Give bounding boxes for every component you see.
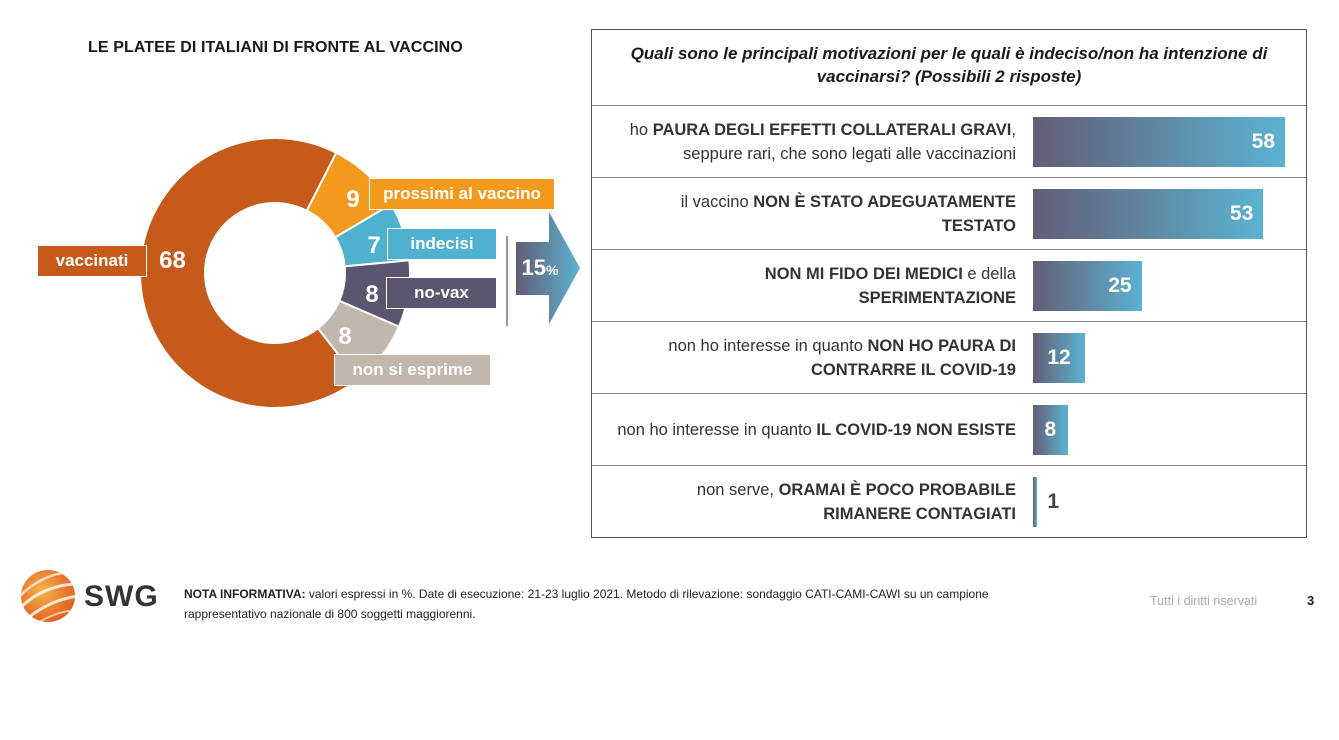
swg-logo-icon [14, 566, 80, 626]
motivation-label: il vaccino NON È STATO ADEGUATAMENTE TESTATO [680, 192, 1016, 235]
motivation-label: non ho interesse in quanto NON HO PAURA DI CONTRARRE IL COVID-19 [668, 336, 1016, 379]
label-nonsi: non si esprime [334, 354, 491, 386]
motivation-row [592, 177, 1306, 249]
motivations-title: Quali sono le principali motivazioni per le quali è indeciso/non ha intenzione di vaccinarsi? (Possibili 2 risposte) [630, 44, 1268, 86]
donut-title: LE PLATEE DI ITALIANI DI FRONTE AL VACCINO [88, 39, 463, 56]
value-prossimi: 9 [346, 186, 360, 213]
label-novax: no-vax [386, 277, 497, 309]
label-vaccinati: vaccinati [37, 245, 147, 277]
motivation-bar: 58 [1033, 117, 1285, 167]
donut-chart [0, 0, 600, 420]
label-prossimi: prossimi al vaccino [369, 178, 555, 210]
motivation-row [592, 249, 1306, 321]
motivation-label: ho PAURA DEGLI EFFETTI COLLATERALI GRAVI, seppure rari, che sono legati alle vaccinazioni [629, 120, 1016, 163]
footer-note [184, 584, 1064, 624]
motivation-row [592, 321, 1306, 393]
footer-note-label: NOTA INFORMATIVA: [184, 587, 306, 601]
label-indecisi: indecisi [387, 228, 497, 260]
motivation-value: 1 [1047, 490, 1060, 513]
motivation-label: non serve, ORAMAI È POCO PROBABILE RIMANERE CONTAGIATI [696, 480, 1016, 523]
motivation-label: NON MI FIDO DEI MEDICI e della SPERIMENTAZIONE [764, 264, 1016, 307]
value-indecisi: 7 [367, 232, 381, 259]
rights-text: Tutti i diritti riservati [1150, 594, 1258, 608]
group-total-label: 15% [521, 255, 559, 280]
value-novax: 8 [365, 281, 379, 308]
motivations-panel [591, 29, 1307, 538]
motivation-bar: 25 [1033, 261, 1142, 311]
swg-logo-text: SWG [84, 580, 159, 613]
motivation-bar: 8 [1033, 405, 1068, 455]
motivation-bar [1033, 477, 1037, 527]
page-number: 3 [1307, 593, 1315, 608]
motivation-row [592, 105, 1306, 177]
footer-note-text: valori espressi in %. Date di esecuzione: 21-23 luglio 2021. Metodo di rilevazione: sondaggio CATI-CAMI-CAWI su un campione rappresentativo nazionale di 800 soggetti maggiorenni. [184, 587, 989, 621]
value-nonsi: 8 [338, 323, 352, 350]
motivation-bar: 12 [1033, 333, 1085, 383]
motivation-label: non ho interesse in quanto IL COVID-19 NON ESISTE [617, 420, 1016, 439]
motivation-bar: 53 [1033, 189, 1263, 239]
motivation-row [592, 393, 1306, 465]
motivation-row [592, 465, 1306, 537]
value-vaccinati: 68 [159, 247, 186, 274]
